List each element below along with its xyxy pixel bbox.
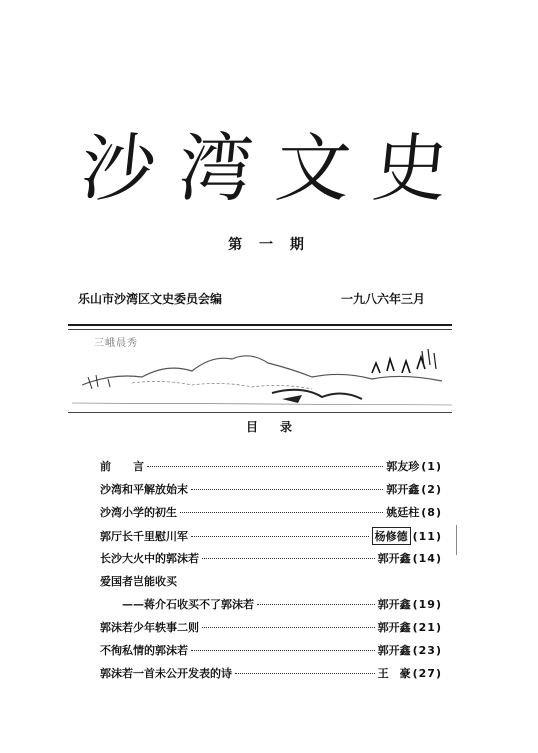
toc-leader: [191, 536, 369, 537]
toc-leader: [191, 650, 375, 651]
toc-author: 王 豪: [377, 667, 411, 680]
toc-page: (14): [412, 552, 442, 565]
toc-leader: [235, 673, 375, 674]
toc-page: (1): [421, 460, 442, 473]
toc-entry: [100, 504, 442, 527]
toc-entry: [100, 527, 442, 550]
toc-author-boxed: 杨修德: [372, 527, 411, 545]
journal-title: [76, 108, 456, 218]
header-rule-thin: [68, 329, 452, 330]
toc-author: 郭开鑫: [377, 598, 411, 611]
toc-page: (8): [421, 506, 442, 519]
toc-title: 不徇私情的郭沫若: [100, 644, 188, 657]
toc-entry: [100, 458, 442, 481]
title-char: 湾: [174, 126, 262, 212]
toc-entry: [100, 481, 442, 504]
illustration-bottom-rule: [68, 412, 452, 413]
illustration-caption: 三峨晨秀: [94, 338, 138, 349]
toc-title: 爱国者岂能收买: [100, 575, 177, 588]
toc-title: 郭厅长千里慰川军: [100, 530, 188, 543]
toc-leader: [191, 489, 383, 490]
toc-title: ——蒋介石收买不了郭沫若: [122, 598, 254, 611]
title-char: 沙: [76, 126, 164, 212]
toc-title: 长沙大火中的郭沫若: [100, 552, 199, 565]
toc-entry: [100, 619, 442, 642]
header-rule: [68, 324, 452, 326]
toc-title: 郭沫若一首未公开发表的诗: [100, 667, 232, 680]
toc-leader: [180, 512, 383, 513]
toc-page: (2): [421, 483, 442, 496]
title-char: 文: [271, 126, 359, 212]
toc-author: 郭开鑫: [377, 552, 411, 565]
toc-title: 沙湾小学的初生: [100, 506, 177, 519]
toc-page: (27): [412, 667, 442, 680]
toc-page: (19): [412, 598, 442, 611]
toc-leader: [202, 627, 375, 628]
title-char: 史: [368, 126, 456, 212]
toc-author: 郭开鑫: [377, 621, 411, 634]
toc-page: (11): [412, 530, 442, 543]
toc-author: 郭开鑫: [386, 483, 420, 496]
toc-page: (23): [412, 644, 442, 657]
toc-page: (21): [412, 621, 442, 634]
publication-date: 一九八六年三月: [341, 292, 426, 306]
toc-entry: [100, 550, 442, 573]
toc-entry: [100, 665, 442, 688]
toc-author: 郭友珍: [386, 460, 420, 473]
issue-number: 第 一 期: [228, 237, 310, 253]
toc-leader: [147, 466, 383, 467]
toc-leader: [257, 604, 375, 605]
toc-author: 姚廷柱: [386, 506, 420, 519]
table-of-contents: [100, 458, 442, 688]
toc-title: 沙湾和平解放始末: [100, 483, 188, 496]
toc-title: 郭沫若少年轶事二则: [100, 621, 199, 634]
contents-heading: 目录: [245, 420, 314, 434]
toc-author: 郭开鑫: [377, 644, 411, 657]
toc-leader: [202, 558, 375, 559]
toc-entry-heading: [100, 573, 442, 596]
margin-mark: [456, 525, 457, 555]
toc-entry: [100, 642, 442, 665]
publisher-line: 乐山市沙湾区文史委员会编: [78, 292, 223, 306]
toc-title: 前 言: [100, 460, 144, 473]
toc-entry-subtitle: [100, 596, 442, 619]
